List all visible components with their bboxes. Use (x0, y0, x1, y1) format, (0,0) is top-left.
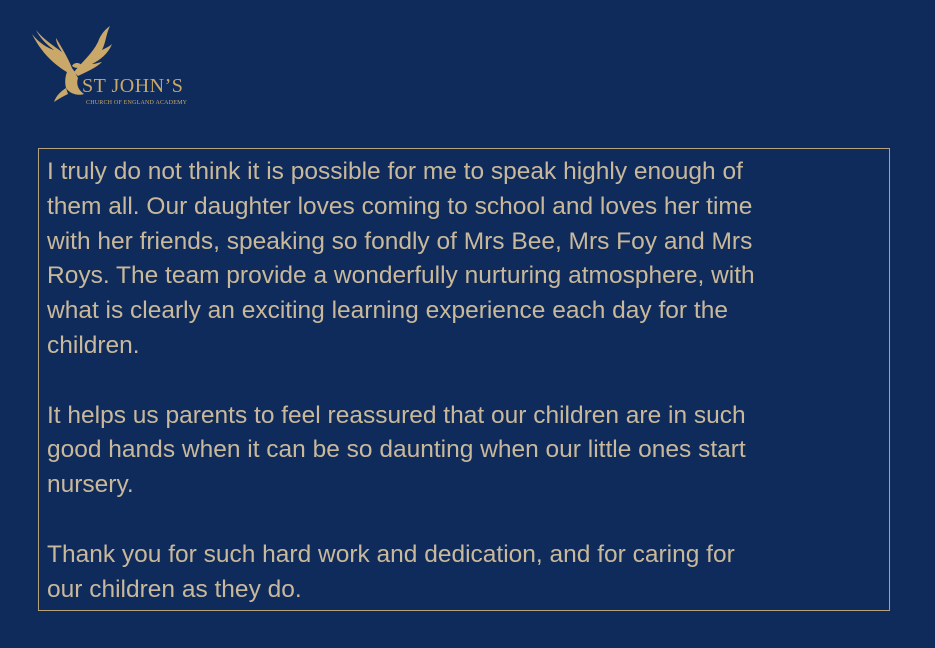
testimonial-paragraph-1: I truly do not think it is possible for me to speak highly enough of them all. Our daughter loves coming to school and loves her time with her friends, speaking so fondly of Mrs Bee, Mrs Foy and Mrs Roys. The team provide a wonderfully nurturing atmosphere, with what is clearly an exciting learning experience each day for the children. (47, 158, 755, 359)
logo-school-name: ST JOHN’S (82, 75, 184, 97)
testimonial-paragraph-3: Thank you for such hard work and dedication, and for caring for our children as they do. (47, 540, 735, 603)
logo-school-subtitle: CHURCH OF ENGLAND ACADEMY (86, 100, 188, 106)
testimonial-box (38, 148, 890, 611)
school-logo (26, 22, 216, 114)
testimonial-paragraph-2: It helps us parents to feel reassured that our children are in such good hands when it can be so daunting when our little ones start nursery. (47, 401, 746, 499)
